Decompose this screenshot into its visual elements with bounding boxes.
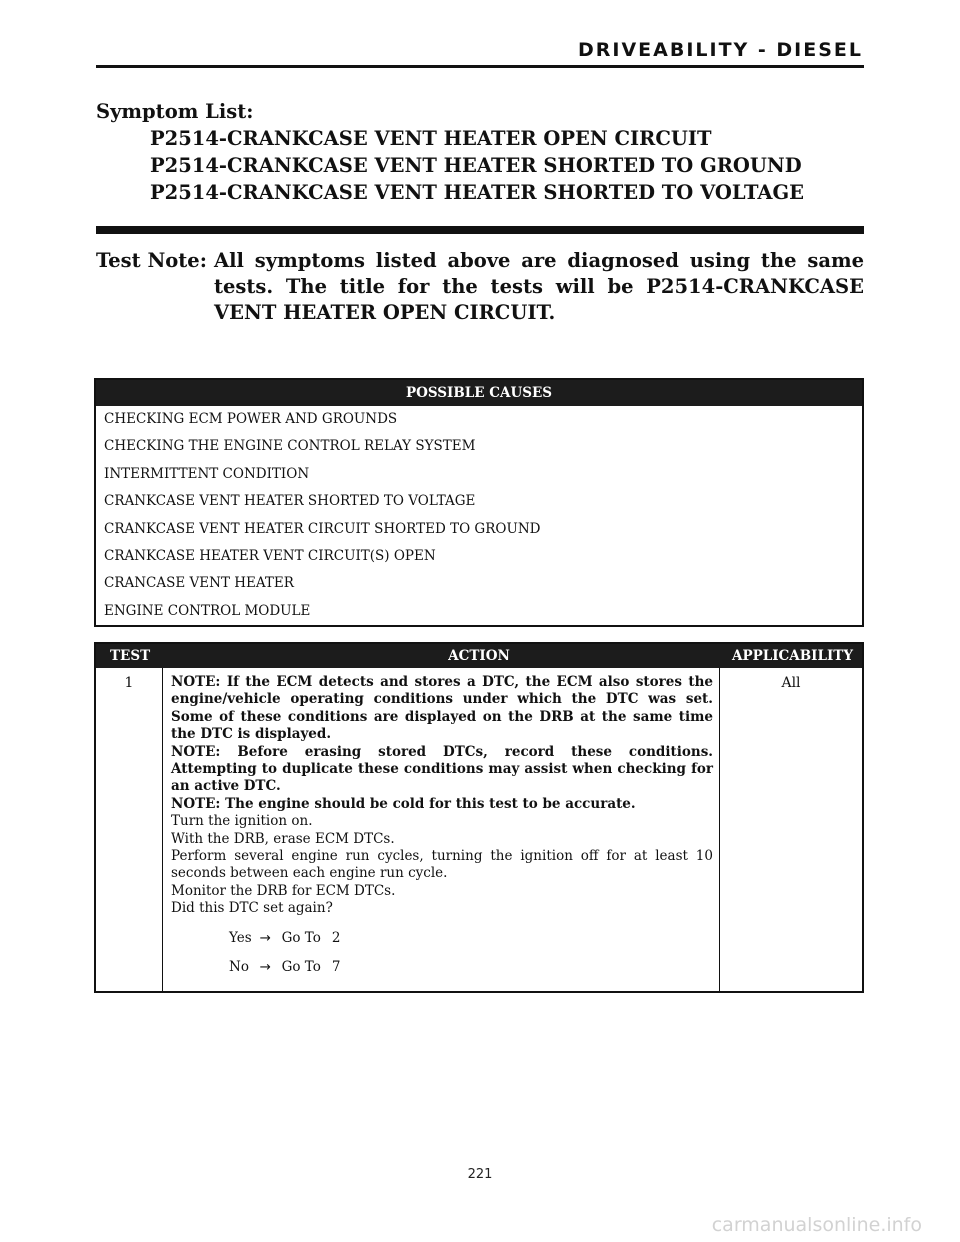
watermark: carmanualsonline.info (711, 1214, 922, 1236)
branch-goto: Go To (281, 929, 321, 946)
cause-item: CHECKING ECM POWER AND GROUNDS (104, 411, 398, 427)
test-note-label: Test Note: (96, 249, 207, 272)
arrow-right-icon: → (259, 959, 271, 976)
cause-item: CHECKING THE ENGINE CONTROL RELAY SYSTEM (104, 438, 476, 455)
action-step: Did this DTC set again? (171, 900, 333, 917)
header-applicability: APPLICABILITY (731, 648, 853, 664)
symptom-list (96, 98, 864, 206)
action-note: NOTE: Before erasing stored DTCs, record these conditions. Attempting to duplicate these conditions may assist when checking for an active DTC. (171, 743, 713, 795)
page-number: 221 (467, 1167, 493, 1182)
branch-answer: Yes (229, 929, 252, 946)
test-note (96, 248, 864, 326)
possible-causes-table (94, 378, 864, 627)
test-note-text: All symptoms listed above are diagnosed using the same tests. The title for the tests will be P2514-CRANKCASE VENT HEATER OPEN CIRCUIT. (214, 249, 864, 324)
symptom-item: P2514-CRANKCASE VENT HEATER OPEN CIRCUIT (150, 127, 712, 150)
table-row (96, 668, 862, 991)
cause-item: CRANCASE VENT HEATER (104, 575, 294, 592)
header-rule (96, 65, 864, 68)
arrow-right-icon: → (259, 929, 271, 946)
branch-no (171, 959, 713, 976)
cause-item: ENGINE CONTROL MODULE (104, 602, 311, 619)
action-step: With the DRB, erase ECM DTCs. (171, 830, 395, 847)
branch-goto: Go To (281, 959, 321, 976)
cause-item: CRANKCASE HEATER VENT CIRCUIT(S) OPEN (104, 547, 436, 564)
branch-yes (171, 930, 713, 947)
test-action (163, 668, 720, 991)
cause-item: CRANKCASE VENT HEATER CIRCUIT SHORTED TO GROUND (104, 520, 541, 537)
header-test: TEST (110, 648, 151, 664)
action-step: Perform several engine run cycles, turning the ignition off for at least 10 seconds between each engine run cycle. (171, 848, 713, 882)
test-number: 1 (96, 668, 163, 991)
test-applicability: All (781, 675, 801, 691)
section-title: DRIVEABILITY - DIESEL (577, 39, 863, 61)
symptom-item: P2514-CRANKCASE VENT HEATER SHORTED TO GROUND (150, 154, 802, 177)
cause-item: CRANKCASE VENT HEATER SHORTED TO VOLTAGE (104, 493, 476, 510)
test-action-table (94, 642, 864, 993)
cause-item: INTERMITTENT CONDITION (104, 465, 310, 482)
header-action: ACTION (448, 648, 510, 664)
action-note: NOTE: The engine should be cold for this test to be accurate. (171, 795, 636, 812)
action-step: Turn the ignition on. (171, 813, 313, 830)
section-divider (96, 226, 864, 234)
possible-causes-header: POSSIBLE CAUSES (96, 380, 862, 406)
action-note: NOTE: If the ECM detects and stores a DTC, the ECM also stores the engine/vehicle operating conditions under which the DTC was set. Some of these conditions are displayed on the DRB at the same time the DTC is displayed. (171, 674, 713, 743)
branch-target: 2 (331, 929, 341, 946)
symptom-list-label: Symptom List: (96, 100, 254, 123)
branch-target: 7 (331, 959, 341, 976)
branch-answer: No (229, 959, 249, 976)
symptom-item: P2514-CRANKCASE VENT HEATER SHORTED TO VOLTAGE (150, 181, 805, 204)
action-step: Monitor the DRB for ECM DTCs. (171, 882, 396, 899)
test-table-header (96, 644, 862, 668)
